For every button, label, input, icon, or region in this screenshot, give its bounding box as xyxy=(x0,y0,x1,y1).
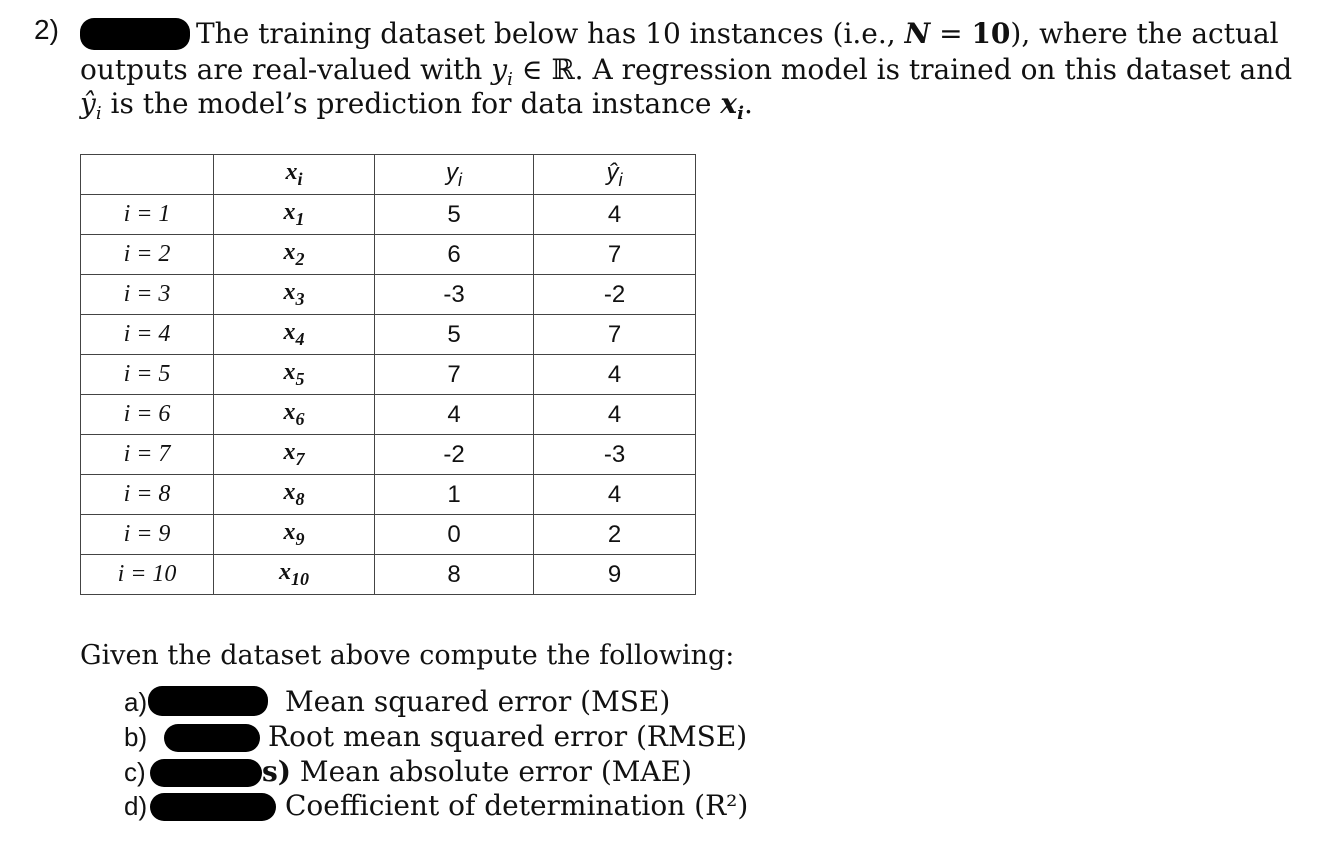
header-x xyxy=(214,155,375,195)
cell-y: 8 xyxy=(375,555,534,595)
redaction-mark xyxy=(80,18,190,50)
cell-yhat: 4 xyxy=(534,395,696,435)
cell-yhat: 7 xyxy=(534,315,696,355)
cell-index: i = 2 xyxy=(81,235,214,275)
question-text: The training dataset below has 10 instances (i.e., xyxy=(196,17,905,50)
cell-index: i = 3 xyxy=(81,275,214,315)
math-sub: i xyxy=(507,69,513,90)
cell-yhat: -2 xyxy=(534,275,696,315)
header-blank xyxy=(81,155,214,195)
cell-index: i = 4 xyxy=(81,315,214,355)
cell-yhat: 7 xyxy=(534,235,696,275)
question-text: . A regression model is trained on this dataset and xyxy=(574,53,1293,86)
cell-x xyxy=(214,435,375,475)
task-item xyxy=(262,755,692,788)
cell-x-symbol: x xyxy=(283,359,296,385)
header-y-sub: i xyxy=(458,169,462,190)
header-yhat-sub: i xyxy=(618,169,623,190)
cell-x-sub: 9 xyxy=(295,529,305,549)
question-text: . xyxy=(743,87,753,120)
question-text: outputs are real-valued with xyxy=(80,53,492,86)
math-eq: = xyxy=(930,17,972,50)
cell-yhat: 2 xyxy=(534,515,696,555)
cell-x-symbol: x xyxy=(283,239,296,265)
cell-x-symbol: x xyxy=(283,319,296,345)
task-letter: b) xyxy=(124,722,148,752)
cell-x-sub: 7 xyxy=(295,449,305,469)
table-header-row xyxy=(81,155,696,195)
header-y-symbol: y xyxy=(446,158,458,186)
cell-y: 5 xyxy=(375,315,534,355)
redaction-mark xyxy=(148,686,268,716)
question-text: ), where the actual xyxy=(1010,17,1279,50)
table-row xyxy=(81,435,696,475)
cell-x-symbol: x xyxy=(283,399,296,425)
question-text: is the model’s prediction for data instance xyxy=(101,87,721,120)
question-number: 2) xyxy=(34,14,59,45)
cell-x xyxy=(214,395,375,435)
cell-y: -3 xyxy=(375,275,534,315)
cell-yhat: 9 xyxy=(534,555,696,595)
cell-x-symbol: x xyxy=(283,519,296,545)
header-x-sub: i xyxy=(297,169,303,189)
header-x-symbol: x xyxy=(285,159,298,185)
cell-index: i = 7 xyxy=(81,435,214,475)
question-line-2 xyxy=(80,53,1293,90)
task-text: Root mean squared error (RMSE) xyxy=(268,720,748,753)
cell-y: 0 xyxy=(375,515,534,555)
cell-yhat: 4 xyxy=(534,355,696,395)
dataset-table xyxy=(80,154,696,595)
cell-x xyxy=(214,315,375,355)
task-item xyxy=(268,720,748,753)
cell-x xyxy=(214,515,375,555)
math-y: y xyxy=(491,53,508,86)
cell-index: i = 9 xyxy=(81,515,214,555)
cell-x-symbol: x xyxy=(283,199,296,225)
task-text: Coefficient of determination (R²) xyxy=(285,789,749,822)
cell-y: -2 xyxy=(375,435,534,475)
cell-y: 1 xyxy=(375,475,534,515)
cell-x xyxy=(214,475,375,515)
task-letter: a) xyxy=(124,687,148,717)
cell-index: i = 1 xyxy=(81,195,214,235)
task-text: Mean squared error (MSE) xyxy=(285,685,671,718)
cell-x-sub: 1 xyxy=(295,209,305,229)
redaction-mark xyxy=(150,759,262,787)
task-text: Mean absolute error (MAE) xyxy=(291,755,692,788)
cell-x-symbol: x xyxy=(279,559,291,585)
table-row xyxy=(81,395,696,435)
header-y xyxy=(375,155,534,195)
tasks-intro: Given the dataset above compute the following: xyxy=(80,640,735,671)
cell-y: 4 xyxy=(375,395,534,435)
math-in-reals: ∈ ℝ xyxy=(512,53,575,86)
math-ten: 10 xyxy=(971,17,1011,50)
cell-x-sub: 5 xyxy=(295,369,305,389)
table-row xyxy=(81,475,696,515)
cell-yhat: 4 xyxy=(534,475,696,515)
question-line-1 xyxy=(196,17,1279,50)
cell-yhat: -3 xyxy=(534,435,696,475)
cell-x-symbol: x xyxy=(283,439,296,465)
table-row xyxy=(81,195,696,235)
cell-x-symbol: x xyxy=(283,279,296,305)
question-line-3 xyxy=(80,87,753,124)
cell-x xyxy=(214,235,375,275)
cell-y: 5 xyxy=(375,195,534,235)
cell-x-symbol: x xyxy=(283,479,296,505)
math-sub: i xyxy=(737,103,744,124)
cell-x-sub: 4 xyxy=(295,329,305,349)
cell-x xyxy=(214,355,375,395)
task-letter: d) xyxy=(124,791,148,821)
redaction-mark xyxy=(150,793,276,821)
task-letter: c) xyxy=(124,757,146,787)
cell-x-sub: 2 xyxy=(295,249,305,269)
math-x: x xyxy=(720,87,738,120)
table-row xyxy=(81,275,696,315)
math-yhat: ŷ xyxy=(80,87,96,120)
task-item xyxy=(285,685,671,718)
redaction-mark xyxy=(164,724,260,752)
task-partial-label: s) xyxy=(262,755,292,788)
cell-y: 7 xyxy=(375,355,534,395)
task-item xyxy=(285,789,749,822)
cell-index: i = 10 xyxy=(81,555,214,595)
table-row xyxy=(81,555,696,595)
math-n: N xyxy=(904,17,931,50)
table-row xyxy=(81,515,696,555)
table-row xyxy=(81,355,696,395)
header-yhat xyxy=(534,155,696,195)
cell-x-sub: 8 xyxy=(295,489,305,509)
cell-index: i = 6 xyxy=(81,395,214,435)
cell-x-sub: 3 xyxy=(295,289,305,309)
table-row xyxy=(81,235,696,275)
cell-yhat: 4 xyxy=(534,195,696,235)
cell-index: i = 8 xyxy=(81,475,214,515)
math-sub: i xyxy=(95,103,102,124)
cell-y: 6 xyxy=(375,235,534,275)
cell-x xyxy=(214,555,375,595)
cell-x-sub: 10 xyxy=(291,569,309,589)
cell-x xyxy=(214,195,375,235)
table-row xyxy=(81,315,696,355)
cell-index: i = 5 xyxy=(81,355,214,395)
cell-x xyxy=(214,275,375,315)
cell-x-sub: 6 xyxy=(295,409,305,429)
header-yhat-symbol: ŷ xyxy=(606,158,619,186)
